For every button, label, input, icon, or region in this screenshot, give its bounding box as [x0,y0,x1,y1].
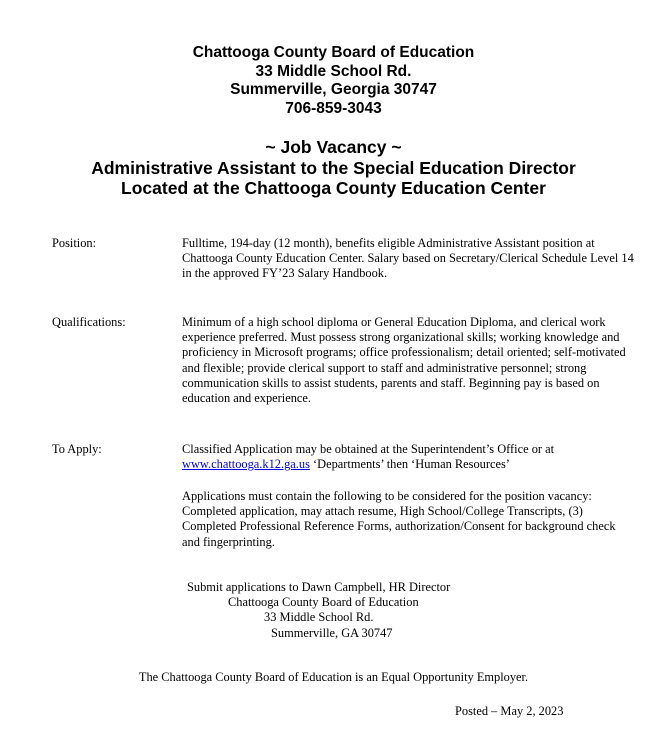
apply-intro-text: Classified Application may be obtained at the Superintendent’s Office or at [182,442,555,456]
district-website-link[interactable]: www.chattooga.k12.ga.us [182,457,310,472]
apply-intro-block [182,442,634,472]
phone-number: 706-859-3043 [285,99,382,117]
job-vacancy-title: ~ Job Vacancy ~ [265,137,402,157]
location-line: Located at the Chattooga County Education Center [121,178,546,198]
letterhead [0,44,667,118]
submit-line-3: 33 Middle School Rd. [264,610,374,625]
submit-line-4: Summerville, GA 30747 [271,625,393,640]
position-text: Fulltime, 194-day (12 month), benefits eligible Administrative Assistant position at Chattooga County Education Center. Salary based on Secretary/Clerical Schedule Level 14 in the approved FY’23 Salary Handbook. [182,236,634,281]
apply-label: To Apply: [52,442,102,456]
position-title: Administrative Assistant to the Special Education Director [91,157,576,178]
apply-nav-text: ‘Departments’ then ‘Human Resources’ [309,457,510,472]
qualifications-text: Minimum of a high school diploma or General Education Diploma, and clerical work experience preferred. Must possess strong organizational skills; working knowledge and proficiency in Microsoft programs; office professionalism; detail oriented; self-motivated and flexible; provide clerical support to staff and administrative personnel; strong communication skills to assist students, parents and staff. Beginning pay is based on education and experience. [182,315,626,406]
city-state-zip: Summerville, Georgia 30747 [230,81,437,98]
apply-link-line [182,457,634,472]
org-name: Chattooga County Board of Education [192,44,475,61]
submit-line-2: Chattooga County Board of Education [228,595,419,610]
submit-line-1: Submit applications to Dawn Campbell, HR Director [187,580,451,594]
position-label: Position: [52,236,97,250]
qualifications-label: Qualifications: [52,315,126,329]
posted-date: Posted – May 2, 2023 [455,704,564,718]
eeo-statement: The Chattooga County Board of Education is an Equal Opportunity Employer. [138,670,529,684]
vacancy-heading [0,137,667,199]
apply-requirements-text: Applications must contain the following to be considered for the position vacancy: Completed application, may attach resume, High School/College Transcripts, (3) Completed Professional Reference Forms, authorization/Consent for background check and fingerprinting. [182,489,616,549]
street-address: 33 Middle School Rd. [255,62,412,80]
